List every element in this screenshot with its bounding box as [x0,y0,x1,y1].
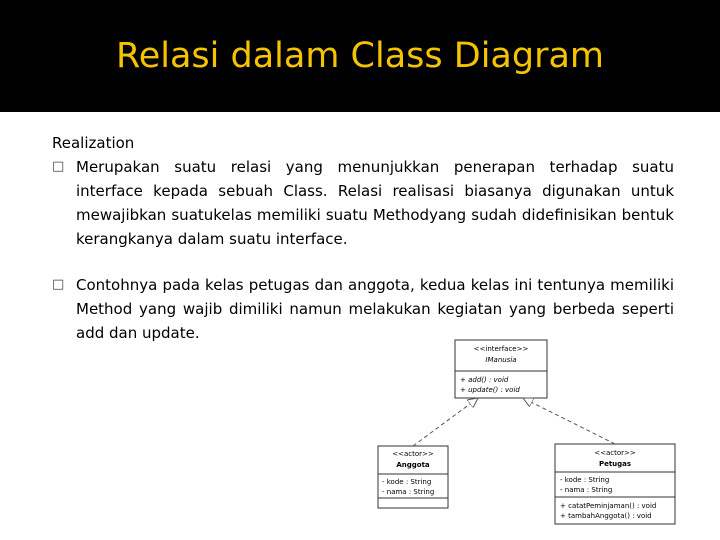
petugas-attribute: - kode : String [560,476,610,484]
petugas-stereotype: <<actor>> [594,449,636,457]
petugas-attribute: - nama : String [560,486,613,494]
anggota-attribute: - kode : String [382,478,432,486]
anggota-name: Anggota [396,461,430,469]
interface-method: + add() : void [460,376,509,384]
petugas-name: Petugas [598,460,632,468]
interface-imanusia-box [455,340,547,398]
bullet-text: Merupakan suatu relasi yang menunjukkan penerapan terhadap suatu interface kepada sebuah Class. Relasi realisasi biasanya digunakan untuk mewajibkan suatukelas memiliki suatu Methodyang sudah didefinisikan bentuk kerangkanya dalam suatu interface. [76,158,674,248]
interface-name: IManusia [485,356,517,364]
realization-arrow-anggota [413,398,478,446]
slide-title: Relasi dalam Class Diagram [115,36,605,76]
class-anggota-box [378,446,448,508]
anggota-stereotype: <<actor>> [392,450,434,458]
petugas-method: + catatPeminjaman() : void [560,502,657,510]
bullet-text: Contohnya pada kelas petugas dan anggota, kedua kelas ini tentunya memiliki Method yang wajib dimiliki namun melakukan kegiatan yang berbeda seperti add dan update. [76,276,674,342]
anggota-attribute: - nama : String [382,488,435,496]
petugas-method: + tambahAnggota() : void [560,512,652,520]
bullet-marker-icon: □ [52,277,65,292]
interface-method: + update() : void [460,386,520,394]
interface-stereotype: <<interface>> [473,345,529,353]
section-heading: Realization [52,134,135,152]
class-petugas-box [555,444,675,524]
realization-arrow-petugas [523,398,615,444]
bullet-marker-icon: □ [52,159,65,174]
